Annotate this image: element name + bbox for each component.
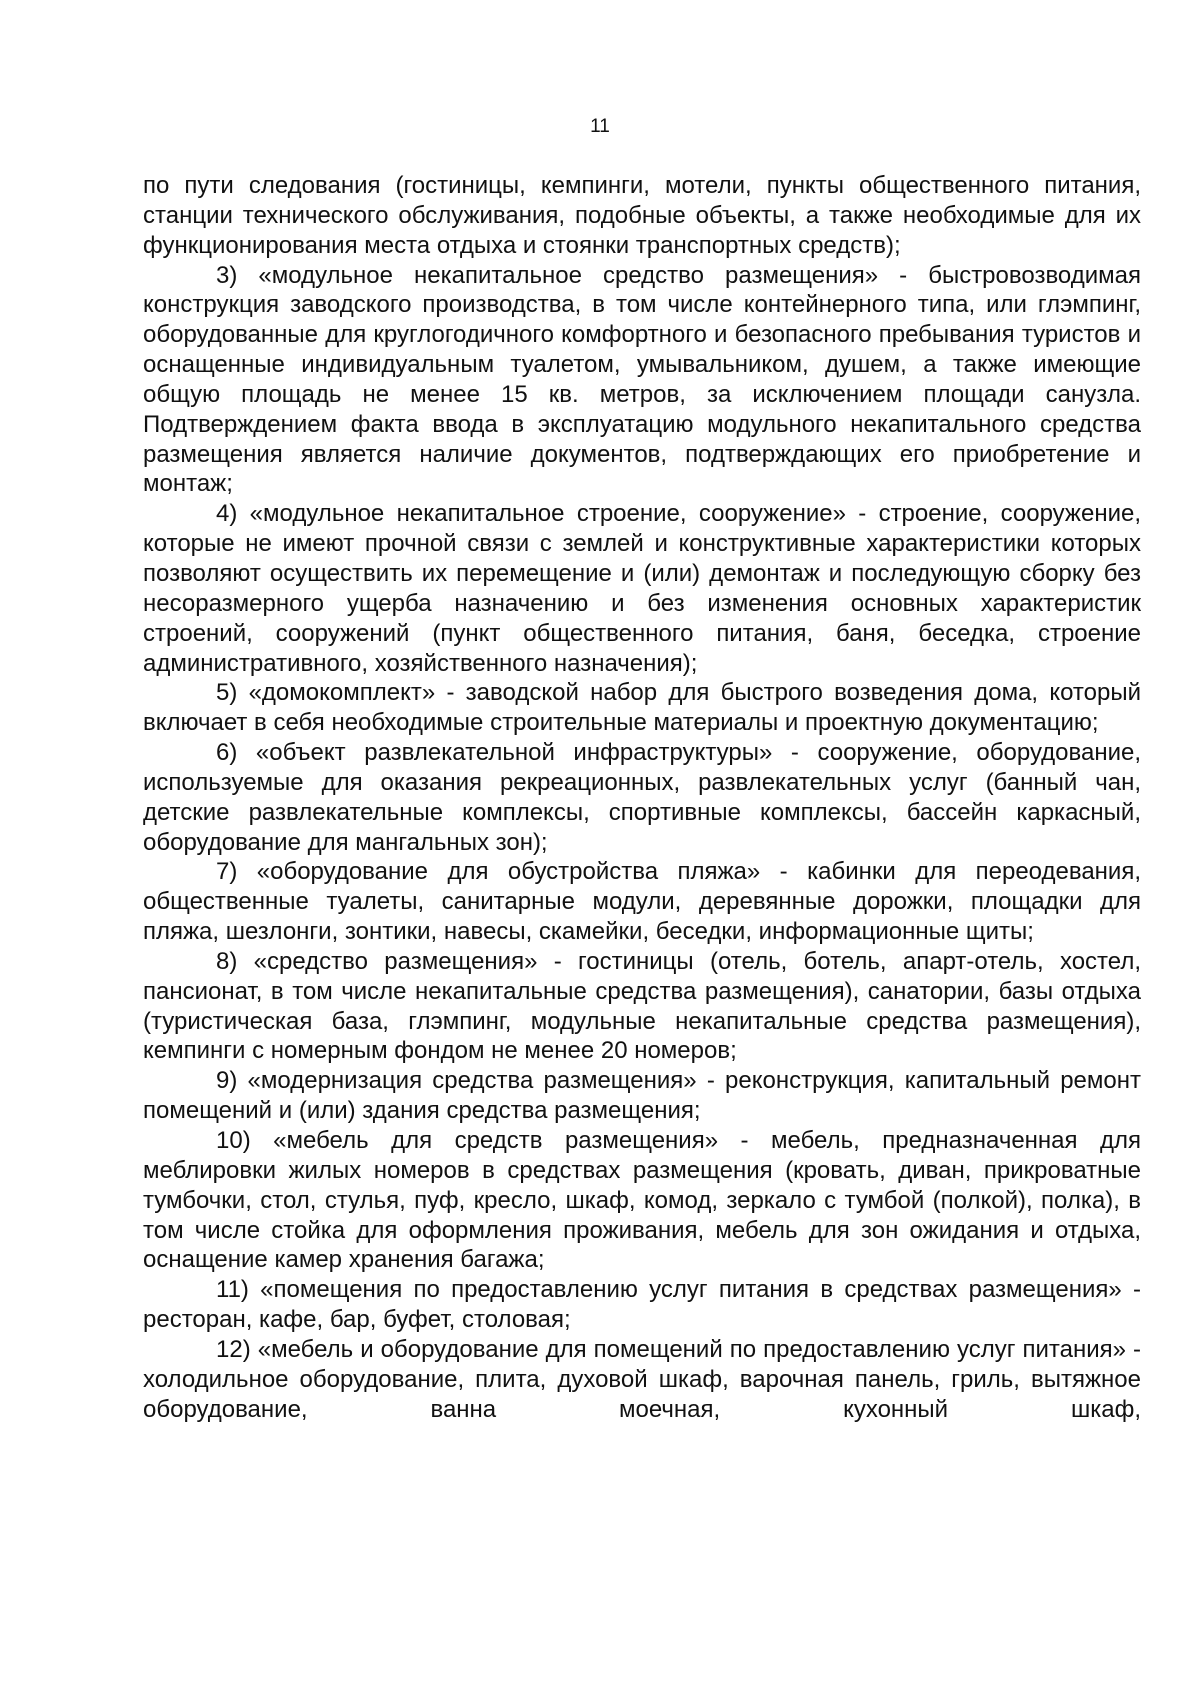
- paragraph-item-8: 8) «средство размещения» - гостиницы (отель, ботель, апарт-отель, хостел, пансионат, в том числе некапитальные средства размещения), санатории, базы отдыха (туристическая база, глэмпинг, модульные некапитальные средства размещения), кемпинги с номерным фондом не менее 20 номеров;: [143, 947, 1141, 1065]
- paragraph-item-7: 7) «оборудование для обустройства пляжа» - кабинки для переодевания, общественные туалеты, санитарные модули, деревянные дорожки, площадки для пляжа, шезлонги, зонтики, навесы, скамейки, беседки, информационные щиты;: [143, 858, 1141, 946]
- paragraph-item-12: 12) «мебель и оборудование для помещений по предоставлению услуг питания» - холодильное оборудование, плита, духовой шкаф, варочная панель, гриль, вытяжное оборудование, ванна моечная, кухонный шкаф,: [143, 1335, 1141, 1423]
- paragraph-item-5: 5) «домокомплект» - заводской набор для быстрого возведения дома, который включает в себя необходимые строительные материалы и проектную документацию;: [143, 679, 1141, 737]
- page-number: 11: [590, 116, 610, 137]
- paragraph-item-11: 11) «помещения по предоставлению услуг питания в средствах размещения» - ресторан, кафе, бар, буфет, столовая;: [143, 1276, 1141, 1334]
- paragraph-item-6: 6) «объект развлекательной инфраструктуры» - сооружение, оборудование, используемые для оказания рекреационных, развлекательных услуг (банный чан, детские развлекательные комплексы, спортивные комплексы, бассейн каркасный, оборудование для мангальных зон);: [143, 739, 1141, 856]
- document-body: [143, 171, 1141, 1424]
- paragraph-continuation: по пути следования (гостиницы, кемпинги, мотели, пункты общественного питания, станции технического обслуживания, подобные объекты, а также необходимые для их функционирования места отдыха и стоянки транспортных средств);: [143, 172, 1141, 259]
- paragraph-item-3: 3) «модульное некапитальное средство размещения» - быстровозводимая конструкция заводского производства, в том числе контейнерного типа, или глэмпинг, оборудованные для круглогодичного комфортного и безопасного пребывания туристов и оснащенные индивидуальным туалетом, умывальником, душем, а также имеющие общую площадь не менее 15 кв. метров, за исключением площади санузла. Подтверждением факта ввода в эксплуатацию модульного некапитального средства размещения является наличие документов, подтверждающих его приобретение и монтаж;: [143, 261, 1141, 498]
- paragraph-item-9: 9) «модернизация средства размещения» - реконструкция, капитальный ремонт помещений и (или) здания средства размещения;: [143, 1067, 1141, 1125]
- paragraph-item-10: 10) «мебель для средств размещения» - мебель, предназначенная для меблировки жилых номеров в средствах размещения (кровать, диван, прикроватные тумбочки, стол, стулья, пуф, кресло, шкаф, комод, зеркало с тумбой (полкой), полка), в том числе стойка для оформления проживания, мебель для зон ожидания и отдыха, оснащение камер хранения багажа;: [143, 1127, 1141, 1274]
- paragraph-item-4: 4) «модульное некапитальное строение, сооружение» - строение, сооружение, которые не имеют прочной связи с землей и конструктивные характеристики которых позволяют осуществить их перемещение и (или) демонтаж и последующую сборку без несоразмерного ущерба назначению и без изменения основных характеристик строений, сооружений (пункт общественного питания, баня, беседка, строение административного, хозяйственного назначения);: [143, 500, 1141, 677]
